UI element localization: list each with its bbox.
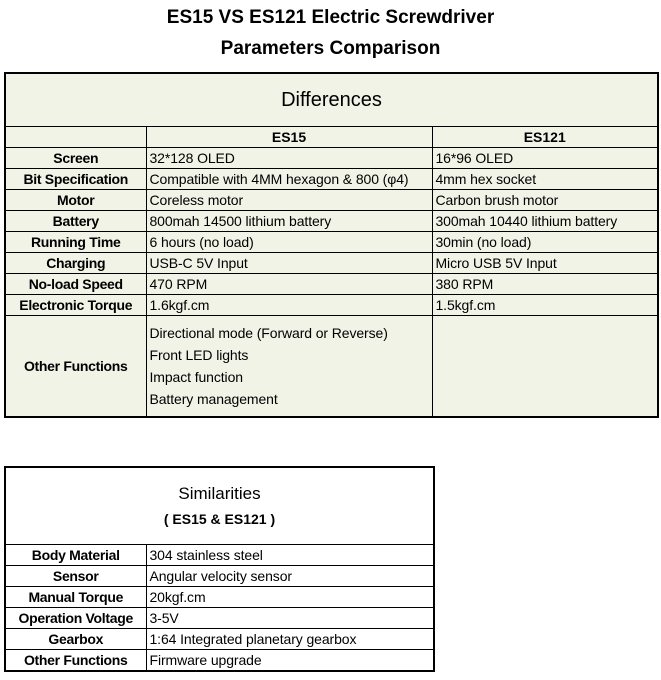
function-item: Impact function bbox=[149, 369, 243, 385]
table-row bbox=[5, 190, 658, 211]
table-row bbox=[5, 545, 434, 566]
row-label: Manual Torque bbox=[5, 587, 146, 608]
es15-other-functions bbox=[146, 316, 432, 418]
row-label: No-load Speed bbox=[5, 274, 146, 295]
es15-value: 1.6kgf.cm bbox=[146, 295, 432, 316]
row-label: Charging bbox=[5, 253, 146, 274]
row-value: 3-5V bbox=[146, 608, 434, 629]
row-label: Sensor bbox=[5, 566, 146, 587]
table-row bbox=[5, 274, 658, 295]
row-label: Gearbox bbox=[5, 629, 146, 650]
table-row bbox=[5, 295, 658, 316]
similarities-table bbox=[4, 466, 435, 672]
row-label: Other Functions bbox=[5, 650, 146, 672]
row-value: 1:64 Integrated planetary gearbox bbox=[146, 629, 434, 650]
similarities-heading-cell bbox=[5, 467, 434, 545]
similarities-subheading: ( ES15 & ES121 ) bbox=[163, 511, 276, 527]
table-row bbox=[5, 587, 434, 608]
differences-heading: Differences bbox=[5, 73, 658, 127]
function-item: Battery management bbox=[149, 391, 278, 407]
table-row bbox=[5, 608, 434, 629]
table-row bbox=[5, 232, 658, 253]
es121-value: 380 RPM bbox=[432, 274, 658, 295]
row-label: Battery bbox=[5, 211, 146, 232]
row-label: Electronic Torque bbox=[5, 295, 146, 316]
table-row bbox=[5, 148, 658, 169]
table-row bbox=[5, 629, 434, 650]
es121-value: Micro USB 5V Input bbox=[432, 253, 658, 274]
table-row bbox=[5, 253, 658, 274]
es15-value: 800mah 14500 lithium battery bbox=[146, 211, 432, 232]
column-header-es121: ES121 bbox=[432, 127, 658, 148]
table-row bbox=[5, 566, 434, 587]
row-label: Other Functions bbox=[5, 316, 146, 418]
table-row bbox=[5, 211, 658, 232]
table-row-other-functions bbox=[5, 316, 658, 418]
page-subtitle: Parameters Comparison bbox=[220, 38, 441, 59]
es15-value: 470 RPM bbox=[146, 274, 432, 295]
es121-value: 16*96 OLED bbox=[432, 148, 658, 169]
function-item: Directional mode (Forward or Reverse) bbox=[149, 325, 388, 341]
row-label: Motor bbox=[5, 190, 146, 211]
differences-table bbox=[4, 72, 659, 418]
row-value: Firmware upgrade bbox=[146, 650, 434, 672]
es15-value: Coreless motor bbox=[146, 190, 432, 211]
row-label: Bit Specification bbox=[5, 169, 146, 190]
es121-value: 30min (no load) bbox=[432, 232, 658, 253]
table-row bbox=[5, 650, 434, 672]
es121-value: 4mm hex socket bbox=[432, 169, 658, 190]
row-value: Angular velocity sensor bbox=[146, 566, 434, 587]
es121-value: Carbon brush motor bbox=[432, 190, 658, 211]
table-row bbox=[5, 169, 658, 190]
similarities-heading: Similarities bbox=[178, 484, 261, 503]
es15-value: 32*128 OLED bbox=[146, 148, 432, 169]
column-header-es15: ES15 bbox=[146, 127, 432, 148]
es15-value: 6 hours (no load) bbox=[146, 232, 432, 253]
function-item: Front LED lights bbox=[149, 347, 249, 363]
es15-value: USB-C 5V Input bbox=[146, 253, 432, 274]
row-label: Operation Voltage bbox=[5, 608, 146, 629]
row-label: Body Material bbox=[5, 545, 146, 566]
row-value: 20kgf.cm bbox=[146, 587, 434, 608]
row-label: Running Time bbox=[5, 232, 146, 253]
row-value: 304 stainless steel bbox=[146, 545, 434, 566]
es121-other-functions bbox=[432, 316, 658, 418]
row-label: Screen bbox=[5, 148, 146, 169]
es121-value: 1.5kgf.cm bbox=[432, 295, 658, 316]
es121-value: 300mah 10440 lithium battery bbox=[432, 211, 658, 232]
empty-header-cell bbox=[5, 127, 146, 148]
es15-value: Compatible with 4MM hexagon & 800 (φ4) bbox=[146, 169, 432, 190]
page-title: ES15 VS ES121 Electric Screwdriver bbox=[166, 7, 495, 28]
